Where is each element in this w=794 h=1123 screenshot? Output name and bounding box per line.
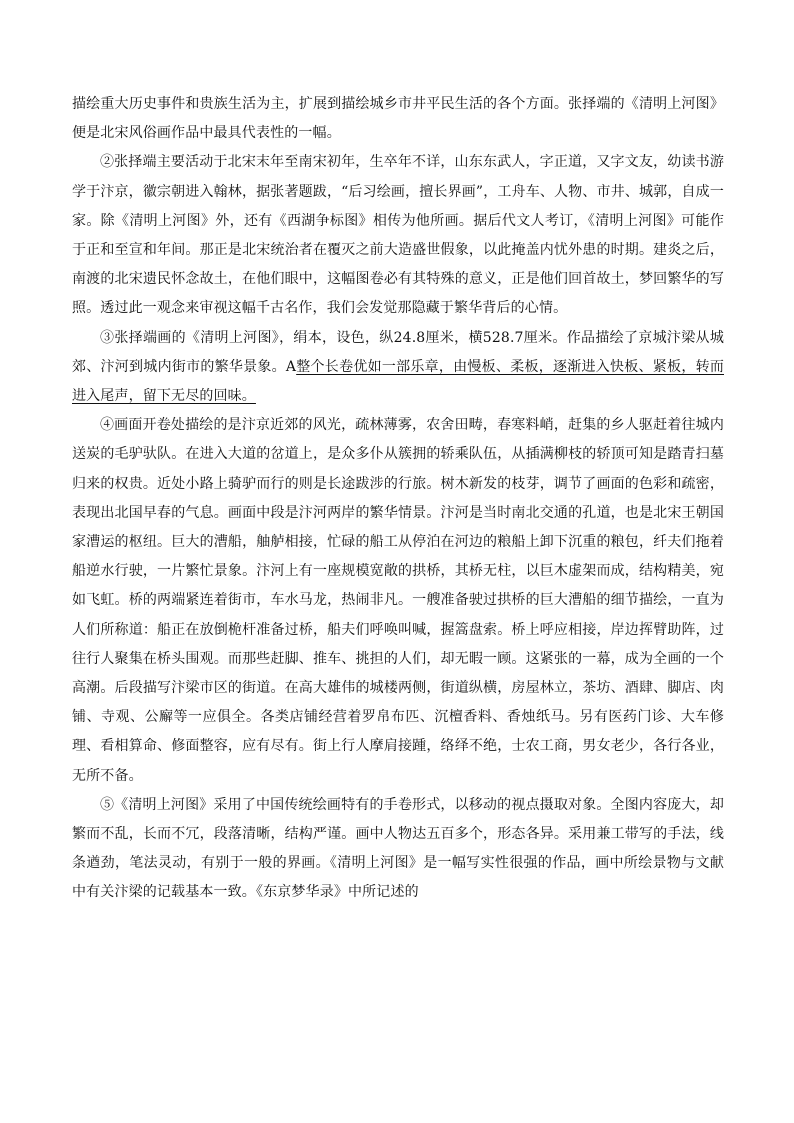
paragraph-text: ⑤《清明上河图》采用了中国传统绘画特有的手卷形式，以移动的视点摄取对象。全图内容庞大，却繁而不乱，长而不冗，段落清晰，结构严谨。画中人物达五百多个，形态各异。采用兼工带写的手法，线条遒劲，笔法灵动，有别于一般的界画。《清明上河图》是一幅写实性很强的作品，画中所绘景物与文献中有关汴梁的记载基本一致。《东京梦华录》中所记述的 bbox=[72, 796, 724, 901]
paragraph-text: ②张择端主要活动于北宋末年至南宋初年，生卒年不详，山东东武人，字正道，又字文友，幼读书游学于汴京，徽宗朝进入翰林，据张著题跋，“后习绘画，擅长界画”，工舟车、人物、市井、城郭，自成一家。除《清明上河图》外，还有《西湖争标图》相传为他所画。据后代文人考订，《清明上河图》可能作于正和至宣和年间。那正是北宋统治者在覆灭之前大造盛世假象，以此掩盖内忧外患的时期。建炎之后，南渡的北宋遗民怀念故土，在他们眼中，这幅图卷必有其特殊的意义，正是他们回首故土，梦回繁华的写照。透过此一观念来审视这幅千古名作，我们会发觉那隐藏于繁华背后的心情。 bbox=[72, 154, 724, 317]
paragraph-5 bbox=[72, 791, 724, 908]
article-body bbox=[72, 90, 724, 908]
paragraph-text: ④画面开卷处描绘的是汴京近郊的风光，疏林薄雾，农舍田畴，春寒料峭，赶集的乡人驱赶着往城内送炭的毛驴驮队。在进入大道的岔道上，是众多仆从簇拥的轿乘队伍，从插满柳枝的轿顶可知是踏青扫墓归来的权贵。近处小路上骑驴而行的则是长途跋涉的行旅。树木新发的枝芽，调节了画面的色彩和疏密，表现出北国早春的气息。画面中段是汴河两岸的繁华情景。汴河是当时南北交通的孔道，也是北宋王朝国家漕运的枢纽。巨大的漕船，舳舻相接，忙碌的船工从停泊在河边的粮船上卸下沉重的粮包，纤夫们拖着船逆水行驶，一片繁忙景象。汴河上有一座规模宽敞的拱桥，其桥无柱，以巨木虚架而成，结构精美，宛如飞虹。桥的两端紧连着街市，车水马龙，热闹非凡。一艘准备驶过拱桥的巨大漕船的细节描绘，一直为人们所称道：船正在放倒桅杆准备过桥，船夫们呼唤叫喊，握篙盘索。桥上呼应相接，岸边挥臂助阵，过往行人聚集在桥头围观。而那些赶脚、推车、挑担的人们，却无暇一顾。这紧张的一幕，成为全画的一个高潮。后段描写汴梁市区的街道。在高大雄伟的城楼两侧，街道纵横，房屋林立，茶坊、酒肆、脚店、肉铺、寺观、公廨等一应俱全。各类店铺经营着罗帛布匹、沉檀香料、香烛纸马。另有医药门诊、大车修理、看相算命、修面整容，应有尽有。街上行人摩肩接踵，络绎不绝，士农工商，男女老少，各行各业，无所不备。 bbox=[72, 417, 724, 784]
paragraph-3 bbox=[72, 324, 724, 412]
paragraph-text: ③张择端画的《清明上河图》，绢本，设色，纵24.8厘米，横528.7厘米。作品描绘了京城汴梁从城郊、汴河到城内街市的繁华景象。A bbox=[72, 329, 724, 375]
underlined-sentence-a: 整个长卷优如一部乐章，由慢板、柔板，逐渐进入快板、紧板，转而进入尾声，留下无尽的回味。 bbox=[72, 358, 724, 405]
paragraph-4 bbox=[72, 411, 724, 791]
paragraph-continued bbox=[72, 90, 724, 148]
paragraph-text: 描绘重大历史事件和贵族生活为主，扩展到描绘城乡市井平民生活的各个方面。张择端的《清明上河图》便是北宋风俗画作品中最具代表性的一幅。 bbox=[72, 96, 724, 142]
paragraph-2 bbox=[72, 148, 724, 323]
